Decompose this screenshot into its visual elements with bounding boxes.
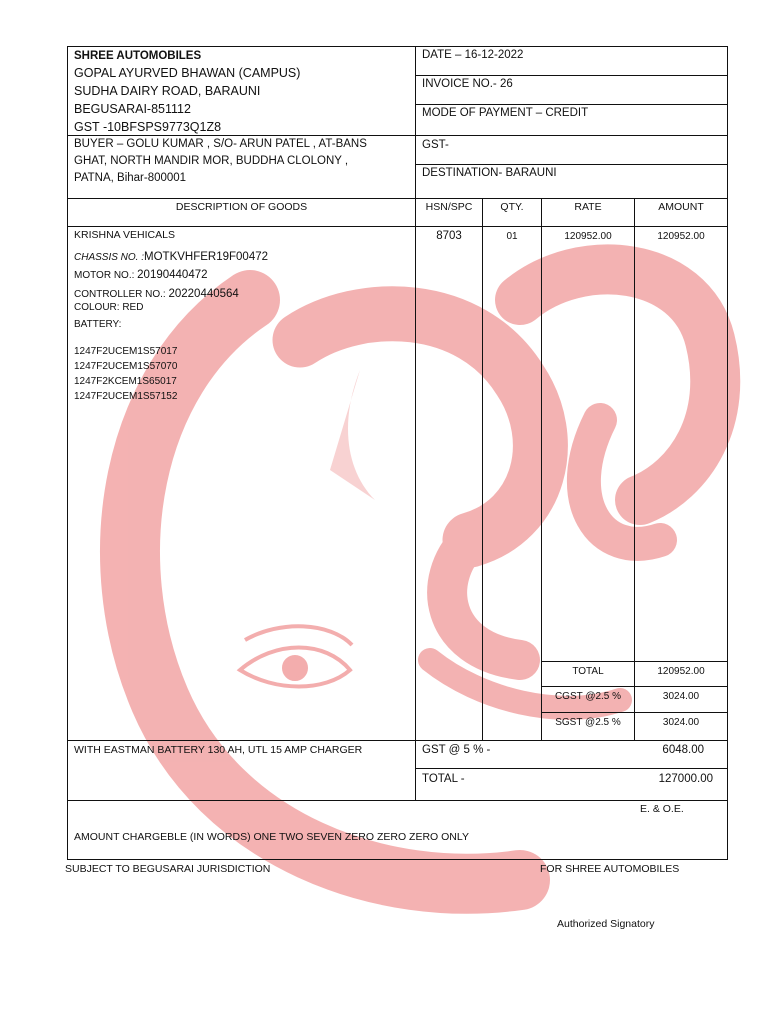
divider-meta-1	[415, 75, 727, 76]
seller-address-line1: GOPAL AYURVED BHAWAN (CAMPUS)	[74, 66, 301, 80]
subtotal-value: 120952.00	[657, 666, 705, 677]
divider-header-bottom	[67, 226, 727, 227]
divider-subtotal-3	[541, 712, 727, 713]
col-header-hsn: HSN/SPC	[425, 201, 473, 213]
col-header-amount: AMOUNT	[658, 201, 704, 213]
amount-in-words: AMOUNT CHARGEBLE (IN WORDS) ONE TWO SEVEN ZERO ZERO ZERO ONLY	[74, 831, 469, 843]
seller-address-line2: SUDHA DAIRY ROAD, BARAUNI	[74, 84, 261, 98]
item-name: KRISHNA VEHICALS	[74, 229, 175, 241]
cgst-value: 3024.00	[662, 691, 700, 702]
divider-meta-2	[415, 104, 727, 105]
controller-label: CONTROLLER NO.:	[74, 289, 169, 300]
subtotal-label: TOTAL	[572, 666, 604, 677]
jurisdiction: SUBJECT TO BEGUSARAI JURISDICTION	[65, 863, 271, 875]
battery-number: 1247F2KCEM1S65017	[74, 376, 177, 387]
mode-of-payment: MODE OF PAYMENT – CREDIT	[422, 107, 589, 119]
chassis-label: CHASSIS NO. :	[74, 252, 145, 263]
frame-bottom	[67, 859, 728, 860]
gst-total-label: GST @ 5 % -	[422, 744, 491, 756]
seller-address-line3: BEGUSARAI-851112	[74, 102, 191, 116]
item-colour: COLOUR: RED	[74, 302, 144, 313]
sgst-value: 3024.00	[662, 717, 700, 728]
battery-number: 1247F2UCEM1S57070	[74, 361, 178, 372]
divider-header-top	[67, 198, 727, 199]
buyer-gst: GST-	[422, 139, 449, 151]
motor-value: 20190440472	[137, 269, 208, 281]
item-hsn: 8703	[436, 230, 462, 242]
buyer-line3: PATNA, Bihar-800001	[74, 172, 187, 184]
divider-meta-3	[415, 164, 727, 165]
grand-total-value: 127000.00	[658, 773, 713, 785]
seller-name: SHREE AUTOMOBILES	[74, 50, 202, 62]
chassis-value: MOTKVHFER19F00472	[144, 251, 269, 263]
authorized-signatory: Authorized Signatory	[557, 918, 655, 930]
divider-qty-rate	[541, 198, 542, 740]
frame-right	[727, 46, 728, 860]
col-header-qty: QTY.	[500, 201, 524, 213]
col-header-rate: RATE	[574, 201, 602, 213]
item-qty: 01	[506, 231, 518, 242]
item-controller	[74, 285, 239, 301]
battery-label: BATTERY:	[74, 319, 122, 330]
buyer-line2: GHAT, NORTH MANDIR MOR, BUDDHA CLOLONY ,	[74, 155, 349, 167]
buyer-line1: BUYER – GOLU KUMAR , S/O- ARUN PATEL , AT-BANS	[74, 138, 367, 150]
destination: DESTINATION- BARAUNI	[422, 167, 557, 179]
battery-number: 1247F2UCEM1S57152	[74, 391, 178, 402]
divider-hsn-qty	[482, 198, 483, 740]
item-amount: 120952.00	[657, 231, 705, 242]
col-header-description: DESCRIPTION OF GOODS	[175, 201, 308, 213]
divider-buyer-top	[67, 135, 727, 136]
divider-subtotal-1	[541, 661, 727, 662]
frame-top	[67, 46, 728, 47]
gst-total-value: 6048.00	[662, 744, 704, 756]
invoice-number: INVOICE NO.- 26	[422, 78, 513, 90]
battery-number: 1247F2UCEM1S57017	[74, 346, 178, 357]
divider-gst-total	[415, 768, 727, 769]
sgst-label: SGST @2.5 %	[555, 717, 621, 728]
divider-words-top	[67, 800, 727, 801]
seller-gst: GST -10BFSPS9773Q1Z8	[74, 120, 222, 134]
motor-label: MOTOR NO.:	[74, 270, 138, 281]
divider-subtotal-2	[541, 686, 727, 687]
divider-rate-amount	[634, 198, 635, 740]
invoice-date: DATE – 16-12-2022	[422, 49, 524, 61]
errors-omissions: E. & O.E.	[640, 803, 684, 815]
frame-left	[67, 46, 68, 860]
item-motor	[74, 266, 208, 282]
item-chassis	[74, 248, 268, 264]
battery-charger-note: WITH EASTMAN BATTERY 130 AH, UTL 15 AMP CHARGER	[74, 744, 363, 756]
grand-total-label: TOTAL -	[422, 773, 465, 785]
divider-footer-top	[67, 740, 727, 741]
cgst-label: CGST @2.5 %	[554, 691, 622, 702]
item-rate: 120952.00	[564, 231, 612, 242]
for-company: FOR SHREE AUTOMOBILES	[540, 863, 680, 875]
controller-value: 20220440564	[168, 288, 239, 300]
divider-meta-vertical	[415, 46, 416, 800]
